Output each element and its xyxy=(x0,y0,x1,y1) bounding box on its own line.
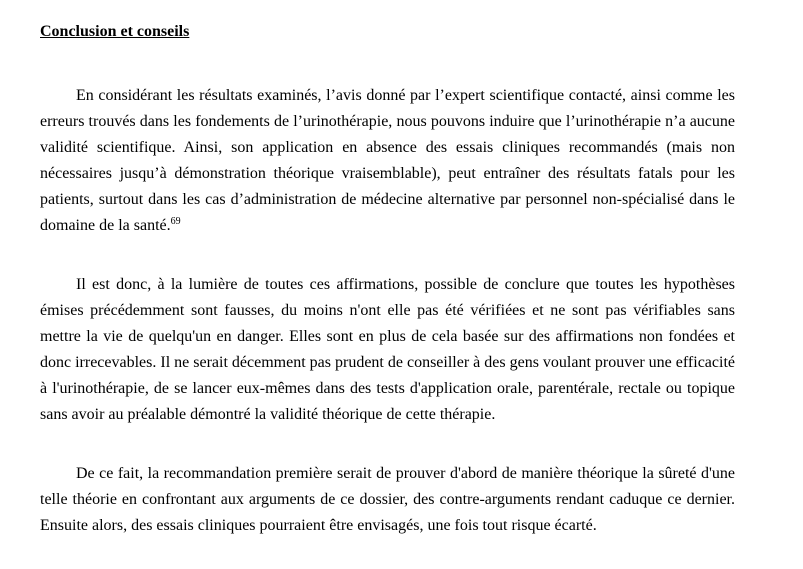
paragraph-3-text: De ce fait, la recommandation première serait de prouver d'abord de manière théorique la sûreté d'une telle théorie en confrontant aux arguments de ce dossier, des contre-arguments rendant caduque ce dernier. Ensuite alors, des essais cliniques pourraient être envisagés, une fois tout risque écarté. xyxy=(40,465,735,534)
footnote-reference[interactable]: 69 xyxy=(170,216,181,227)
paragraph-1-text: En considérant les résultats examinés, l’avis donné par l’expert scientifique contacté, ainsi comme les erreurs trouvés dans les fondements de l’urinothérapie, nous pouvons induire que l’urinothérapie n’a aucune validité scientifique. Ainsi, son application en absence des essais cliniques recommandés (mais non nécessaires jusqu’à démonstration théorique vraisemblable), peut entraîner des résultats fatals pour les patients, surtout dans les cas d’administration de médecine alternative par personnel non-spécialisé dans le domaine de la santé. xyxy=(40,87,735,234)
paragraph-1 xyxy=(40,83,735,239)
section-title: Conclusion et conseils xyxy=(40,23,190,40)
paragraph-3 xyxy=(40,461,735,539)
paragraph-2-text: Il est donc, à la lumière de toutes ces affirmations, possible de conclure que toutes les hypothèses émises précédemment sont fausses, du moins n'ont elle pas été vérifiées et ne sont pas vérifiables sans mettre la vie de quelqu'un en danger. Elles sont en plus de cela basée sur des affirmations non fondées et donc irrecevables. Il ne serait décemment pas prudent de conseiller à des gens voulant prouver une efficacité à l'urinothérapie, de se lancer eux-mêmes dans des tests d'application orale, parentérale, rectale ou topique sans avoir au préalable démontré la validité théorique de cette thérapie. xyxy=(40,276,735,423)
paragraph-2 xyxy=(40,272,735,428)
